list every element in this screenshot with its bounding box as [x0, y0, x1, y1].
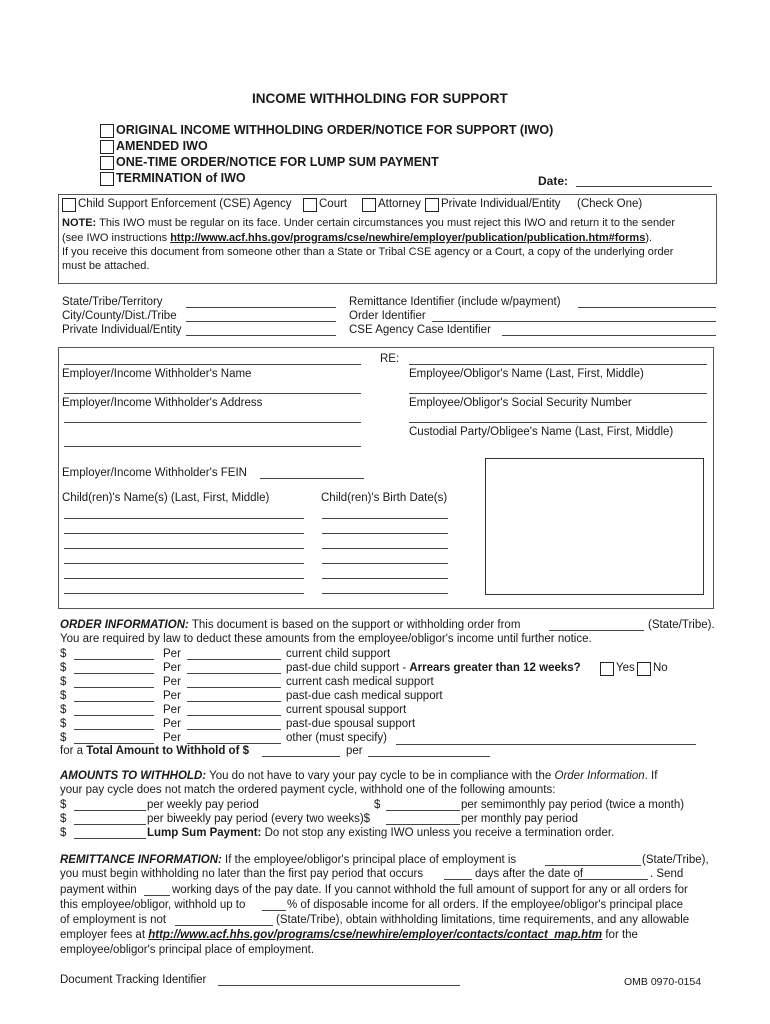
total-per-field[interactable]: [368, 756, 490, 757]
total-of: of $: [225, 745, 249, 757]
order-row-per-field[interactable]: [187, 659, 281, 660]
note-line-3: If you receive this document from someone other than a State or Tribal CSE agency or a Court, a copy of the underlying order: [62, 246, 674, 258]
order-row-label: past-due spousal support: [286, 718, 416, 730]
private-entity-checkbox[interactable]: [425, 198, 439, 212]
order-row-text: past-due child support -: [286, 662, 410, 674]
note-label: NOTE:: [62, 217, 97, 229]
remittance-text-5-post: (State/Tribe), obtain withholding limitations, time requirements, and any allowable: [276, 914, 690, 926]
date-field[interactable]: [576, 186, 712, 187]
cse-case-identifier-label: CSE Agency Case Identifier: [349, 324, 491, 336]
option-amended-label: AMENDED IWO: [116, 139, 208, 153]
attorney-label: Attorney: [378, 198, 421, 210]
order-row-amount-field[interactable]: [74, 687, 154, 688]
employee-ssn-label: Employee/Obligor's Social Security Number: [409, 397, 632, 409]
order-row-amount-field[interactable]: [74, 729, 154, 730]
order-info-label: ORDER INFORMATION:: [60, 619, 189, 631]
amounts-text-1-italic: Order Information: [554, 770, 645, 782]
remittance-line-6: [60, 928, 638, 942]
order-row-label: past-due cash medical support: [286, 690, 443, 702]
biweekly-label: per biweekly pay period (every two weeks)$: [147, 813, 371, 825]
arrears-no-checkbox[interactable]: [637, 662, 651, 676]
child-birth-line-5[interactable]: [322, 578, 448, 579]
remittance-text-4-pre: this employee/obligor, withhold up to: [60, 899, 246, 911]
children-birth-label: Child(ren)'s Birth Date(s): [321, 492, 448, 504]
order-row-per-label: Per: [163, 676, 181, 688]
order-row-amount-field[interactable]: [74, 701, 154, 702]
total-amount-field[interactable]: [262, 756, 340, 757]
weekly-label: per weekly pay period: [147, 799, 259, 811]
child-name-line-1[interactable]: [64, 518, 304, 519]
order-row-amount-field[interactable]: [74, 659, 154, 660]
order-row-dollar: $: [60, 718, 67, 730]
remittance-text-2-mid: days after the date of: [475, 868, 584, 880]
arrears-question: Arrears greater than 12 weeks?: [409, 662, 581, 674]
remittance-state-field[interactable]: [545, 865, 641, 866]
employee-ssn-field[interactable]: [409, 393, 707, 394]
order-state-tribe-label: (State/Tribe).: [648, 619, 715, 631]
city-county-label: City/County/Dist./Tribe: [62, 310, 177, 322]
working-days-field[interactable]: [144, 895, 170, 896]
private-entity-label: Private Individual/Entity: [441, 198, 561, 210]
remittance-state-tribe: (State/Tribe),: [642, 854, 709, 866]
employee-name-label: Employee/Obligor's Name (Last, First, Middle): [409, 368, 644, 380]
child-name-line-6[interactable]: [64, 593, 304, 594]
remittance-identifier-label: Remittance Identifier (include w/payment): [349, 296, 561, 308]
address-window-box: [485, 458, 704, 595]
employer-address-line-3[interactable]: [64, 446, 361, 447]
order-row-dollar: $: [60, 662, 67, 674]
child-birth-line-6[interactable]: [322, 593, 448, 594]
employer-fein-field[interactable]: [260, 478, 364, 479]
note-line-2: [62, 231, 652, 245]
order-row-label: current child support: [286, 648, 391, 660]
amounts-line-1: [60, 769, 657, 783]
order-row-per-field[interactable]: [187, 715, 281, 716]
order-row-per-field[interactable]: [187, 673, 281, 674]
court-checkbox[interactable]: [303, 198, 317, 212]
order-identifier-field[interactable]: [432, 321, 716, 322]
employer-address-line-1[interactable]: [64, 393, 361, 394]
employer-name-field[interactable]: [64, 364, 361, 365]
monthly-amount-field[interactable]: [386, 824, 460, 825]
lump-sum-line: [147, 826, 614, 840]
note-text-2-pre: (see IWO instructions: [62, 232, 171, 244]
omb-number: OMB 0970-0154: [624, 976, 702, 988]
date-of-field[interactable]: [578, 879, 648, 880]
semimonthly-label: per semimonthly pay period (twice a month): [461, 799, 685, 811]
state-tribe-territory-label: State/Tribe/Territory: [62, 296, 163, 308]
employer-address-label: Employer/Income Withholder's Address: [62, 397, 263, 409]
biweekly-dollar: $: [60, 813, 67, 825]
order-row-per-label: Per: [163, 732, 181, 744]
semimonthly-amount-field[interactable]: [386, 810, 460, 811]
order-row-per-label: Per: [163, 718, 181, 730]
page-title: INCOME WITHHOLDING FOR SUPPORT: [252, 91, 508, 106]
child-name-line-4[interactable]: [64, 563, 304, 564]
document-tracking-field[interactable]: [218, 985, 460, 986]
remittance-text-3-post: working days of the pay date. If you cannot withhold the full amount of support for any or all orders for: [172, 884, 688, 896]
lump-sum-text: Do not stop any existing IWO unless you receive a termination order.: [261, 827, 615, 839]
private-individual-field[interactable]: [186, 335, 336, 336]
lump-sum-label: Lump Sum Payment:: [147, 827, 262, 839]
remittance-line-7: employee/obligor's principal place of employment.: [60, 944, 315, 956]
employer-name-label: Employer/Income Withholder's Name: [62, 368, 252, 380]
order-row-per-field[interactable]: [187, 701, 281, 702]
arrears-no-label: No: [653, 662, 668, 674]
weekly-dollar: $: [60, 799, 67, 811]
percent-field[interactable]: [262, 910, 286, 911]
amended-iwo-checkbox[interactable]: [100, 140, 114, 154]
remittance-text-6-post: for the: [602, 929, 638, 941]
remittance-text-6-pre: employer fees at: [60, 929, 149, 941]
note-line-1: [62, 216, 675, 230]
order-row-dollar: $: [60, 676, 67, 688]
total-amount-line: [60, 744, 249, 758]
order-row-per-label: Per: [163, 690, 181, 702]
cse-agency-label: Child Support Enforcement (CSE) Agency: [78, 198, 292, 210]
order-row-label: current spousal support: [286, 704, 407, 716]
amounts-label: AMOUNTS TO WITHHOLD:: [60, 770, 207, 782]
remittance-text-2-end: . Send: [650, 868, 684, 880]
employee-name-field[interactable]: [409, 364, 707, 365]
child-birth-line-2[interactable]: [322, 533, 448, 534]
order-info-line-1: [60, 618, 520, 632]
arrears-yes-checkbox[interactable]: [600, 662, 614, 676]
document-tracking-label: Document Tracking Identifier: [60, 974, 207, 986]
note-line-4: must be attached.: [62, 260, 150, 272]
state-tribe-territory-field[interactable]: [186, 307, 336, 308]
other-specify-field[interactable]: [396, 744, 696, 745]
employer-fein-label: Employer/Income Withholder's FEIN: [62, 467, 247, 479]
order-row-dollar: $: [60, 732, 67, 744]
remittance-text-3-pre: payment within: [60, 884, 137, 896]
city-county-field[interactable]: [186, 321, 336, 322]
custodial-party-field[interactable]: [409, 422, 707, 423]
order-row-dollar: $: [60, 704, 67, 716]
order-row-per-field[interactable]: [187, 729, 281, 730]
child-birth-line-4[interactable]: [322, 563, 448, 564]
remittance-text-2-pre: you must begin withholding no later than the first pay period that occurs: [60, 868, 424, 880]
order-row-per-label: Per: [163, 662, 181, 674]
contact-map-link[interactable]: http://www.acf.hhs.gov/programs/cse/newhire/employer/contacts/contact_map.htm: [148, 929, 603, 941]
order-state-field[interactable]: [549, 630, 644, 631]
weekly-amount-field[interactable]: [74, 810, 146, 811]
iwo-instructions-link[interactable]: http://www.acf.hhs.gov/programs/cse/newhire/employer/publication/publication.htm#forms: [170, 232, 646, 244]
order-row-label: other (must specify): [286, 732, 387, 744]
original-iwo-checkbox[interactable]: [100, 124, 114, 138]
remittance-label: REMITTANCE INFORMATION:: [60, 854, 222, 866]
lump-dollar: $: [60, 827, 67, 839]
remittance-line-1: [60, 853, 516, 867]
option-termination-label: TERMINATION of IWO: [116, 171, 246, 185]
option-original-label: ORIGINAL INCOME WITHHOLDING ORDER/NOTICE FOR SUPPORT (IWO): [116, 123, 554, 137]
arrears-yes-label: Yes: [616, 662, 635, 674]
amounts-text-1-post: . If: [644, 770, 658, 782]
cse-case-identifier-field[interactable]: [502, 335, 716, 336]
re-label: RE:: [380, 353, 400, 365]
option-one-time-label: ONE-TIME ORDER/NOTICE FOR LUMP SUM PAYMENT: [116, 155, 439, 169]
employment-state-field[interactable]: [175, 925, 273, 926]
date-label: Date:: [538, 174, 569, 188]
child-birth-line-1[interactable]: [322, 518, 448, 519]
one-time-checkbox[interactable]: [100, 156, 114, 170]
order-row-label: current cash medical support: [286, 676, 434, 688]
court-label: Court: [319, 198, 348, 210]
remittance-text-4-post: % of disposable income for all orders. If the employee/obligor's principal place: [287, 899, 683, 911]
cse-agency-checkbox[interactable]: [62, 198, 76, 212]
order-info-text-1: This document is based on the support or withholding order from: [191, 619, 521, 631]
child-name-line-2[interactable]: [64, 533, 304, 534]
amounts-line-2: your pay cycle does not match the ordered payment cycle, withhold one of the following amounts:: [60, 784, 556, 796]
order-identifier-label: Order Identifier: [349, 310, 426, 322]
child-birth-line-3[interactable]: [322, 548, 448, 549]
order-row-per-label: Per: [163, 704, 181, 716]
total-amount-label: Total Amount to Withhold: [86, 745, 226, 757]
order-row-dollar: $: [60, 648, 67, 660]
order-row-amount-field[interactable]: [74, 715, 154, 716]
order-row-per-field[interactable]: [187, 687, 281, 688]
private-individual-label: Private Individual/Entity: [62, 324, 182, 336]
child-name-line-3[interactable]: [64, 548, 304, 549]
order-row-amount-field[interactable]: [74, 673, 154, 674]
days-after-field[interactable]: [444, 879, 472, 880]
total-per-label: per: [346, 745, 363, 757]
order-info-line-2: You are required by law to deduct these amounts from the employee/obligor's income until further notice.: [60, 633, 592, 645]
custodial-party-label: Custodial Party/Obligee's Name (Last, First, Middle): [409, 426, 674, 438]
children-names-label: Child(ren)'s Name(s) (Last, First, Middle): [62, 492, 270, 504]
remittance-text-1: If the employee/obligor's principal place of employment is: [225, 854, 517, 866]
biweekly-amount-field[interactable]: [74, 824, 146, 825]
total-pre: for a: [60, 745, 87, 757]
note-text-1: This IWO must be regular on its face. Under certain circumstances you must reject this IWO and return it to the sender: [99, 217, 675, 229]
monthly-label: per monthly pay period: [461, 813, 578, 825]
order-row-label: [286, 661, 581, 675]
order-row-per-label: Per: [163, 648, 181, 660]
semimonthly-dollar: $: [374, 799, 381, 811]
remittance-identifier-field[interactable]: [578, 307, 716, 308]
child-name-line-5[interactable]: [64, 578, 304, 579]
employer-address-line-2[interactable]: [64, 422, 361, 423]
note-text-2-post: ).: [645, 232, 653, 244]
attorney-checkbox[interactable]: [362, 198, 376, 212]
amounts-text-1-pre: You do not have to vary your pay cycle to be in compliance with the: [209, 770, 555, 782]
check-one-label: (Check One): [577, 198, 643, 210]
order-row-dollar: $: [60, 690, 67, 702]
termination-checkbox[interactable]: [100, 172, 114, 186]
lump-sum-amount-field[interactable]: [74, 838, 146, 839]
remittance-text-5-pre: of employment is not: [60, 914, 167, 926]
